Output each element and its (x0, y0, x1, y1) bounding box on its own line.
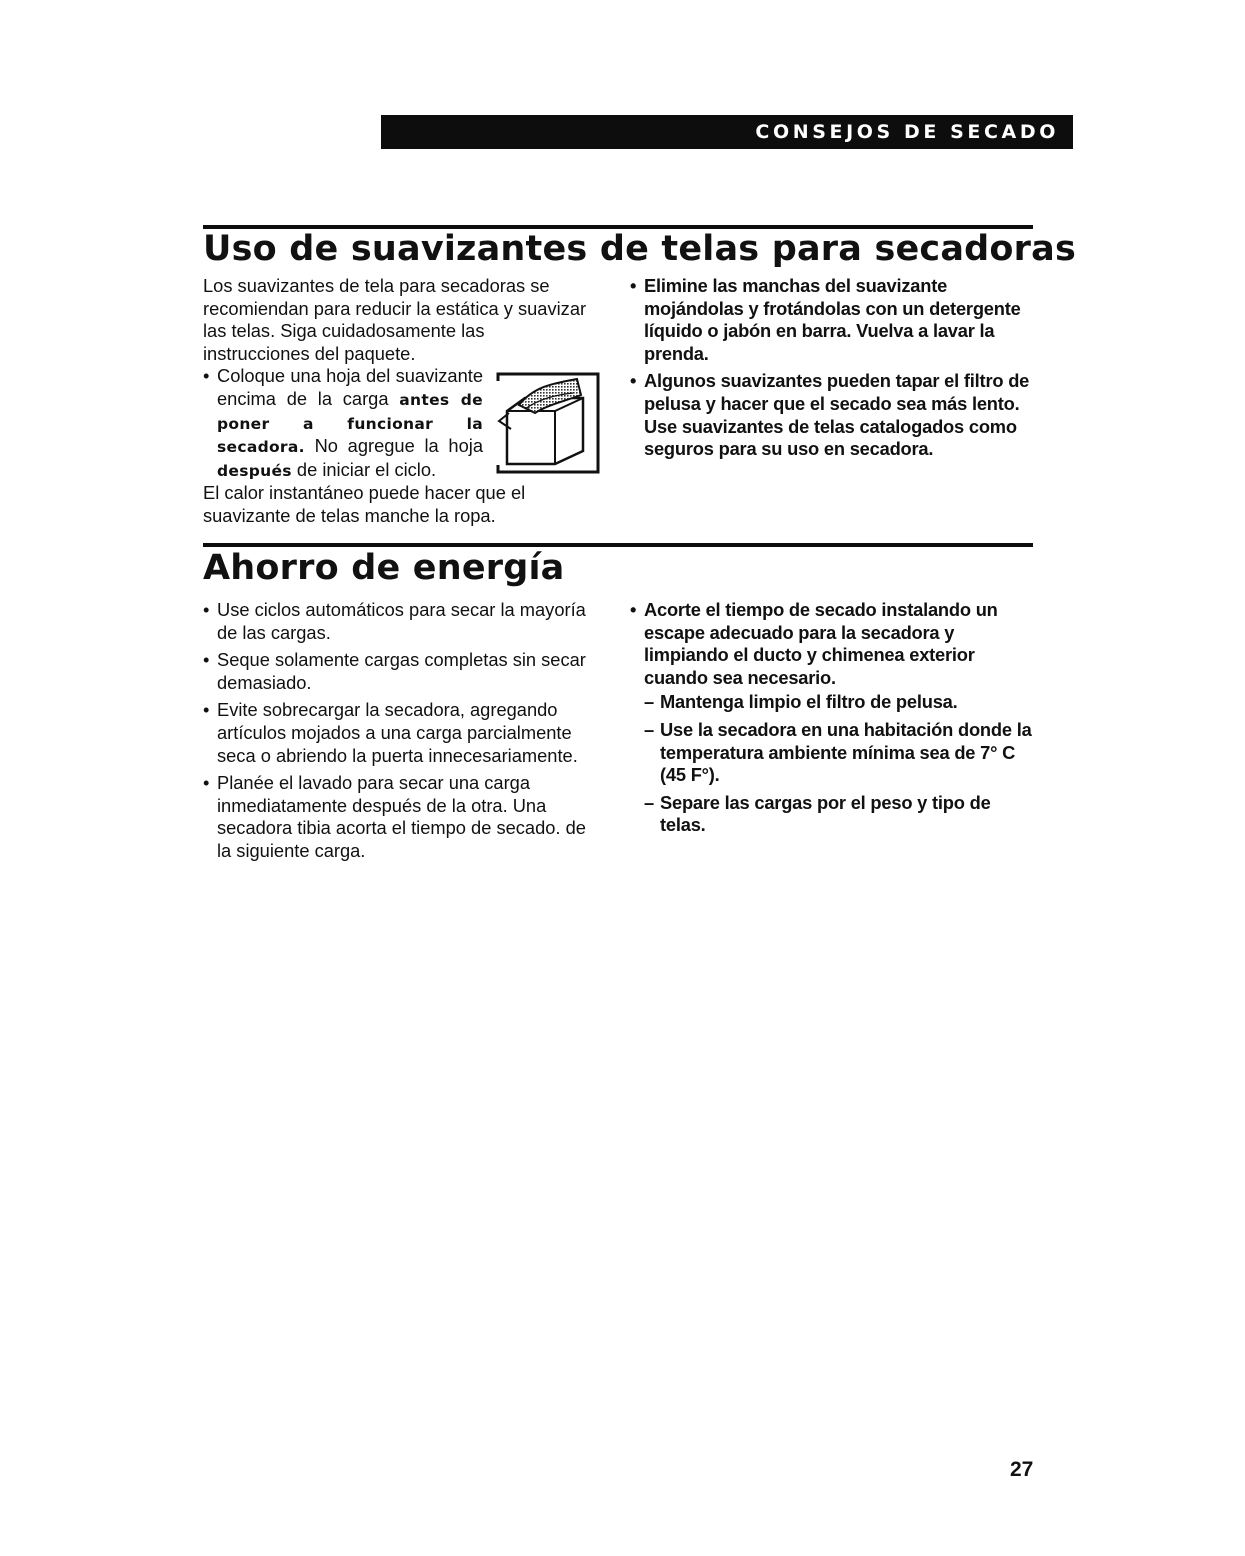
page-number: 27 (1010, 1458, 1034, 1481)
list-item: • Elimine las manchas del suavizante mojándolas y frotándolas con un detergente líquido o jabón en barra. Vuelva a lavar la prenda. (630, 275, 1035, 365)
list-item: – Use la secadora en una habitación donde la temperatura ambiente mínima sea de 7° C (45 F°). (644, 719, 1035, 787)
softeners-intro: Los suavizantes de tela para secadoras se recomiendan para reducir la estática y suavizar las telas. Siga cuidadosamente las instrucciones del paquete. (203, 275, 587, 364)
list-item: • Seque solamente cargas completas sin secar demasiado. (203, 649, 603, 694)
instruction-emphasis: después (217, 461, 292, 480)
energy-right-column (630, 599, 1035, 842)
list-item: • Algunos suavizantes pueden tapar el filtro de pelusa y hacer que el secado sea más lento. Use suavizantes de telas catalogados como seguros para su uso en secadora. (630, 370, 1035, 460)
list-item: • Use ciclos automáticos para secar la mayoría de las cargas. (203, 599, 603, 644)
section-title-energy: Ahorro de energía (203, 548, 565, 588)
list-item: • Evite sobrecargar la secadora, agregando artículos mojados a una carga parcialmente seca o abriendo la puerta innecesariamente. (203, 699, 603, 767)
energy-right-list (630, 599, 1035, 689)
energy-dash-list (644, 691, 1035, 837)
softeners-right-list (630, 275, 1035, 461)
energy-left-list (203, 599, 603, 863)
instruction-text: Coloque una hoja del suavizante encima de la carga (217, 365, 483, 409)
list-item: – Separe las cargas por el peso y tipo de telas. (644, 792, 1035, 837)
section-header-bar (381, 115, 1073, 149)
section-title-softeners: Uso de suavizantes de telas para secadoras (203, 229, 1076, 269)
energy-left-column (203, 599, 603, 868)
instruction-text: de iniciar el ciclo. (296, 458, 437, 480)
list-item: • Planée el lavado para secar una carga inmediatamente después de la otra. Una secadora tibia acorta el tiempo de secado. de la siguiente carga. (203, 772, 603, 862)
list-item: – Mantenga limpio el filtro de pelusa. (644, 691, 1035, 714)
instruction-text: No agregue la hoja (314, 435, 483, 457)
softener-heat-warning: El calor instantáneo puede hacer que el suavizante de telas manche la ropa. (203, 482, 526, 526)
softener-box-icon (495, 371, 601, 475)
list-item: • Acorte el tiempo de secado instalando un escape adecuado para la secadora y limpiando el ducto y chimenea exterior cuando sea necesario. (630, 599, 1035, 689)
section-rule (203, 543, 1033, 547)
instruction-emphasis: antes de poner a funcionar la secadora. (217, 390, 483, 457)
softeners-right-column (630, 275, 1035, 466)
section-header-label: CONSEJOS DE SECADO (755, 121, 1059, 143)
softener-sheet-instruction (217, 365, 483, 482)
